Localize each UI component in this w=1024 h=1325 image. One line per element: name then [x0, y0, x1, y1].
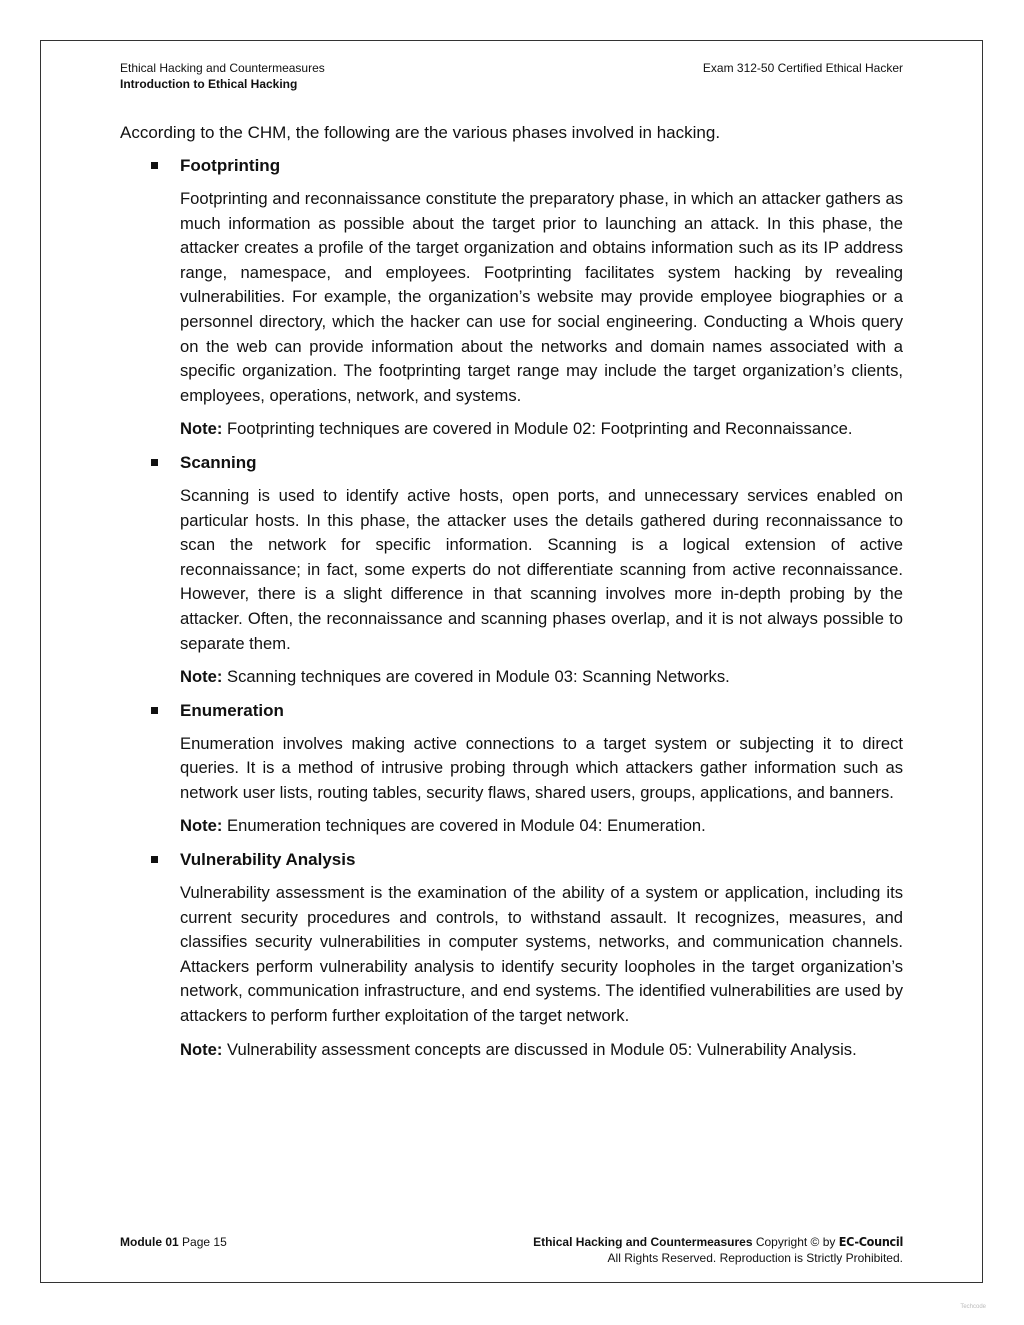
note-label: Note:: [180, 419, 223, 439]
section-body: Scanning is used to identify active hosts, open ports, and unnecessary services enabled on particular hosts. In this phase, the attacker uses the details gathered during reconnaissance to scan the network for specific information. Scanning is a logical extension of active reconnaissance; in fact, some experts do not differentiate scanning from active reconnaissance. However, there is a slight difference in that scanning involves more in-depth probing by the attacker. Often, the reconnaissance and scanning phases overlap, and it is not always possible to separate them.: [180, 485, 903, 653]
footer-course-title: Ethical Hacking and Countermeasures: [533, 1235, 753, 1249]
note-text: Footprinting techniques are covered in Module 02: Footprinting and Reconnaissance.: [227, 419, 853, 439]
section-scanning: [120, 451, 903, 690]
section-enumeration: [120, 699, 903, 839]
bullet-square-icon: [151, 459, 158, 466]
section-heading: [180, 154, 903, 178]
section-title: Vulnerability Analysis: [180, 850, 356, 870]
note-label: Note:: [180, 1039, 223, 1059]
section-heading: [180, 699, 903, 723]
section-footprinting: [120, 154, 903, 442]
section-heading: [180, 848, 903, 872]
footer-page-number: Page 15: [182, 1235, 227, 1249]
section-note: [180, 1038, 903, 1063]
section-title: Scanning: [180, 452, 257, 472]
page-footer-left: [120, 1234, 227, 1250]
main-content: [120, 121, 903, 1071]
footer-copyright: Copyright © by: [755, 1235, 836, 1249]
section-note: [180, 665, 903, 690]
section-note: [180, 417, 903, 442]
section-heading: [180, 451, 903, 475]
bullet-square-icon: [151, 856, 158, 863]
note-label: Note:: [180, 667, 223, 687]
header-chapter-title: Introduction to Ethical Hacking: [120, 77, 298, 91]
note-text: Vulnerability assessment concepts are discussed in Module 05: Vulnerability Analysis.: [227, 1039, 857, 1059]
page-header-left: [120, 60, 325, 92]
section-body: Vulnerability assessment is the examination of the ability of a system or application, including its current security procedures and controls, to withstand assault. It recognizes, measures, and classifies security vulnerabilities in computer systems, networks, and communication channels. Attackers perform vulnerability analysis to identify security loopholes in the target organization’s network, communication infrastructure, and end systems. The identified vulnerabilities are used by attackers to perform further exploitation of the target network.: [180, 883, 903, 1026]
footer-copyright-line: [533, 1234, 903, 1250]
section-body: Footprinting and reconnaissance constitute the preparatory phase, in which an attacker gathers as much information as possible about the target prior to launching an attack. In this phase, the attacker creates a profile of the target organization and obtains information such as its IP address range, namespace, and employees. Footprinting facilitates system hacking by revealing vulnerabilities. For example, the organization’s website may provide employee biographies or a personnel directory, which the hacker can use for social engineering. Conducting a Whois query on the web can provide information about the networks and domain names associated with a specific organization. The footprinting target range may include the target organization’s clients, employees, operations, network, and systems.: [180, 189, 903, 405]
watermark: Techcode: [960, 1304, 986, 1310]
bullet-square-icon: [151, 162, 158, 169]
footer-module: Module 01: [120, 1235, 179, 1249]
section-title: Enumeration: [180, 700, 284, 720]
footer-rights: All Rights Reserved. Reproduction is Strictly Prohibited.: [607, 1251, 903, 1265]
note-label: Note:: [180, 816, 223, 836]
ec-council-logo: EC-Council: [838, 1234, 903, 1249]
note-text: Enumeration techniques are covered in Module 04: Enumeration.: [227, 816, 706, 836]
bullet-square-icon: [151, 707, 158, 714]
note-text: Scanning techniques are covered in Module 03: Scanning Networks.: [227, 667, 730, 687]
section-title: Footprinting: [180, 156, 281, 175]
section-body: Enumeration involves making active connections to a target system or subjecting it to direct queries. It is a method of intrusive probing through which attackers gather information such as network user lists, routing tables, security flaws, shared users, groups, applications, and banners.: [180, 733, 903, 802]
header-exam-title: Exam 312-50 Certified Ethical Hacker: [702, 61, 903, 75]
section-note: [180, 814, 903, 839]
header-book-title: Ethical Hacking and Countermeasures: [120, 61, 325, 75]
section-vulnerability-analysis: [120, 848, 903, 1062]
intro-paragraph: According to the CHM, the following are the various phases involved in hacking.: [120, 123, 721, 142]
page-footer-right: [533, 1234, 903, 1266]
